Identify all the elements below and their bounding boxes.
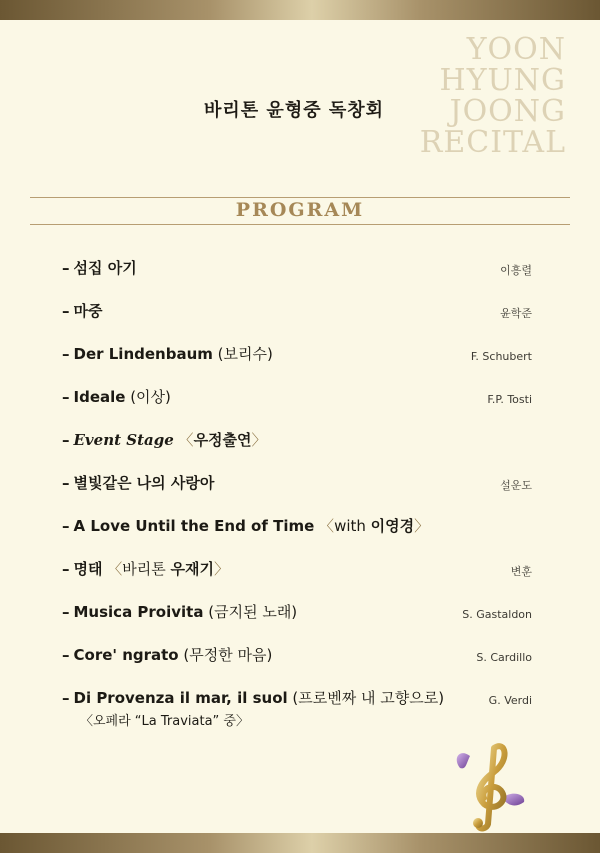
song-subtitle: (프로벤짜 내 고향으로): [287, 689, 445, 707]
composer: S. Gastaldon: [462, 608, 532, 621]
program-item: [62, 337, 532, 380]
program-item-event: [62, 423, 532, 466]
dash: –: [62, 474, 70, 492]
program-item: [62, 251, 532, 294]
composer: 변훈: [510, 565, 532, 578]
bracket-open: 〈: [107, 560, 123, 578]
program-item: [62, 638, 532, 681]
bottom-gold-bar: [0, 833, 600, 853]
dash: –: [62, 517, 70, 535]
program-item: [62, 509, 532, 552]
composer: 설운도: [500, 479, 532, 492]
composer: F. Schubert: [470, 350, 532, 363]
event-title: Event Stage: [73, 431, 174, 449]
divider-bottom: [30, 224, 570, 225]
bracket-open: 〈: [178, 431, 194, 449]
song-title: 마중: [73, 302, 103, 320]
recital-line: YOON: [466, 32, 566, 67]
song-subtitle: (금지된 노래): [203, 603, 298, 621]
program-heading: PROGRAM: [235, 199, 365, 221]
guest-name: 우재기: [170, 560, 215, 578]
dash: –: [62, 560, 70, 578]
recital-line: RECITAL: [419, 125, 566, 160]
recital-title-korean: 바리톤 윤형중 독창회: [204, 100, 385, 121]
program-item: [62, 595, 532, 638]
dash: –: [62, 431, 70, 449]
program-item: [62, 681, 532, 729]
composer: 윤학준: [500, 307, 532, 320]
guest-prefix: with: [334, 517, 371, 535]
program-item: [62, 294, 532, 337]
composer: G. Verdi: [488, 694, 532, 707]
song-title: Musica Proivita: [73, 603, 204, 621]
composer: S. Cardillo: [476, 651, 532, 664]
program-item: [62, 466, 532, 509]
dash: –: [62, 689, 70, 707]
dash: –: [62, 302, 70, 320]
treble-clef-icon: [450, 738, 530, 834]
guest-label: 우정출연: [193, 431, 252, 449]
composer: F.P. Tosti: [487, 393, 532, 406]
song-subtitle: (보리수): [212, 345, 273, 363]
bracket-open: 〈: [319, 517, 335, 535]
dash: –: [62, 259, 70, 277]
bracket-close: 〉: [414, 517, 430, 535]
recital-line: JOONG: [449, 94, 566, 129]
program-item: [62, 552, 532, 595]
bracket-close: 〉: [214, 560, 230, 578]
song-title: Core' ngrato: [73, 646, 179, 664]
opera-note: 〈오페라 “La Traviata” 중〉: [80, 714, 249, 729]
guest-prefix: 바리톤: [122, 560, 171, 578]
song-title: 명태: [73, 560, 103, 578]
recital-title-english: [420, 34, 566, 158]
song-title: 별빛같은 나의 사랑아: [73, 474, 215, 492]
dash: –: [62, 388, 70, 406]
program-item: [62, 380, 532, 423]
composer: 이흥렬: [500, 264, 532, 277]
top-gold-bar: [0, 0, 600, 20]
recital-line: HYUNG: [439, 63, 566, 98]
dash: –: [62, 603, 70, 621]
song-title: A Love Until the End of Time: [73, 517, 315, 535]
song-subtitle: (무정한 마음): [178, 646, 273, 664]
dash: –: [62, 345, 70, 363]
song-title: Der Lindenbaum: [73, 345, 213, 363]
program-list: [62, 251, 532, 729]
song-subtitle: (이상): [125, 388, 171, 406]
bracket-close: 〉: [251, 431, 267, 449]
song-title: Di Provenza il mar, il suol: [73, 689, 288, 707]
divider-top: [30, 197, 570, 198]
song-title: Ideale: [73, 388, 126, 406]
song-title: 섬집 아기: [73, 259, 137, 277]
dash: –: [62, 646, 70, 664]
guest-name: 이영경: [370, 517, 415, 535]
